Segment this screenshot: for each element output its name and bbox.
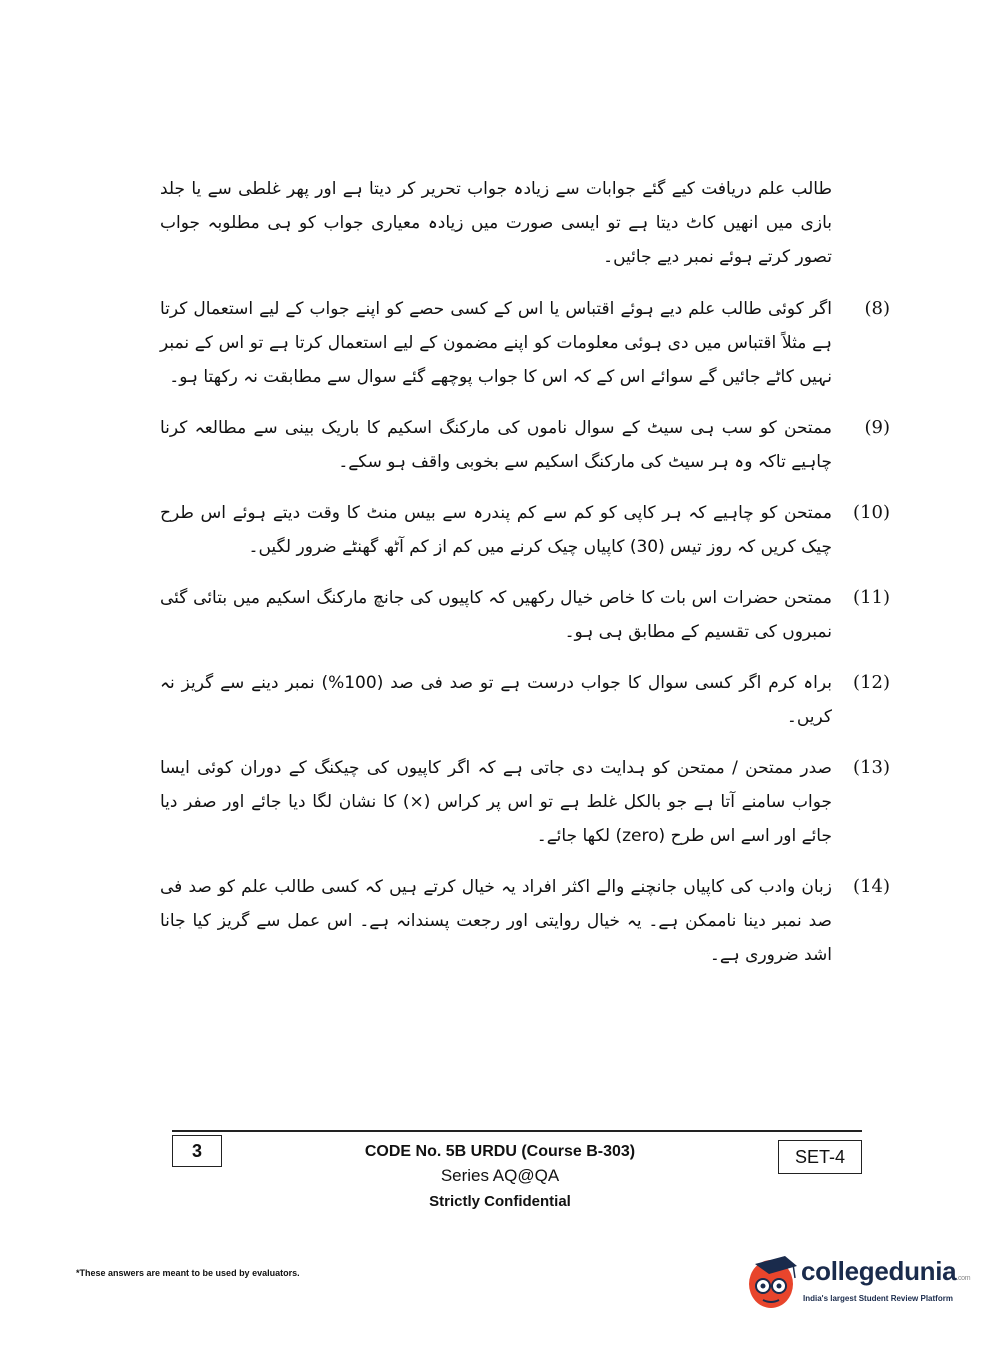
evaluator-disclaimer: *These answers are meant to be used by evaluators. <box>76 1268 300 1278</box>
instruction-item-10 <box>160 496 890 564</box>
code-title: CODE No. 5B URDU (Course B-303) <box>364 1143 636 1160</box>
document-body <box>160 172 890 989</box>
item-number: (9) <box>864 417 890 438</box>
confidential-label: Strictly Confidential <box>429 1193 571 1210</box>
item-text: ممتحن حضرات اس بات کا خاص خیال رکھیں کہ کاپیوں کی جانچ مارکنگ اسکیم میں بتائی گئی نمبروں کی تقسیم کے مطابق ہی ہو۔ <box>160 588 832 642</box>
page-number-box: 3 <box>172 1135 222 1167</box>
collegedunia-logo[interactable] <box>745 1250 975 1320</box>
logo-wordmark: collegedunia <box>801 1256 957 1286</box>
item-number: (13) <box>853 757 890 778</box>
item-number: (12) <box>853 672 890 693</box>
item-text: ممتحن کو چاہیے کہ ہر کاپی کو کم سے کم پندرہ سے بیس منٹ کا وقت دیتے ہوئے اس طرح چیک کریں کہ روز تیس (30) کاپیاں چیک کرنے میں کم از کم آٹھ گھنٹے ضرور لگیں۔ <box>160 503 832 557</box>
item-number: (8) <box>864 298 890 319</box>
intro-paragraph: طالب علم دریافت کیے گئے جوابات سے زیادہ جواب تحریر کر دیتا ہے اور پھر غلطی سے یا جلد بازی میں انھیں کاٹ دیتا ہے تو ایسی صورت میں زیادہ معیاری جواب کو ہی مطلوبہ جواب تصور کرتے ہوئے نمبر دیے جائیں۔ <box>160 179 832 267</box>
item-text: ممتحن کو سب ہی سیٹ کے سوال ناموں کی مارکنگ اسکیم کا باریک بینی سے مطالعہ کرنا چاہیے تاکہ وہ ہر سیٹ کی مارکنگ اسکیم سے بخوبی واقف ہو سکے۔ <box>160 418 832 472</box>
footer-divider <box>172 1130 862 1132</box>
item-number: (14) <box>853 876 890 897</box>
instruction-item-14 <box>160 870 890 972</box>
item-text: زبان وادب کی کاپیاں جانچنے والے اکثر افراد یہ خیال کرتے ہیں کہ کسی طالب علم کو صد فی صد نمبر دینا ناممکن ہے۔ یہ خیال روایتی اور رجعت پسندانہ ہے۔ اس عمل سے گریز کیا جانا اشد ضروری ہے۔ <box>160 877 832 965</box>
mascot-icon <box>745 1250 801 1312</box>
set-label-box: SET-4 <box>778 1140 862 1174</box>
logo-suffix: .com <box>956 1275 971 1282</box>
item-number: (11) <box>853 587 890 608</box>
logo-tagline: India's largest Student Review Platform <box>803 1294 953 1303</box>
instruction-item-11 <box>160 581 890 649</box>
item-number: (10) <box>853 502 890 523</box>
instruction-item-9 <box>160 411 890 479</box>
item-text: براہ کرم اگر کسی سوال کا جواب درست ہے تو صد فی صد (100%) نمبر دینے سے گریز نہ کریں۔ <box>160 673 832 727</box>
series-label: Series AQ@QA <box>440 1166 560 1185</box>
instruction-item-12 <box>160 666 890 734</box>
instruction-item-8 <box>160 292 890 394</box>
item-text: اگر کوئی طالب علم دیے ہوئے اقتباس یا اس کے کسی حصے کو اپنے جواب کے لیے استعمال کرتا ہے مثلاً اقتباس میں دی ہوئی معلومات کو اپنے مضمون کے لیے استعمال کرتا ہے تو اس کے نمبر نہیں کاٹے جائیں گے سوائے اس کے کہ اس کا جواب پوچھے گئے سوال سے مطابقت نہ رکھتا ہو۔ <box>160 299 832 387</box>
item-text: صدر ممتحن / ممتحن کو ہدایت دی جاتی ہے کہ اگر کاپیوں کی چیکنگ کے دوران کوئی ایسا جواب سامنے آتا ہے جو بالکل غلط ہے تو اس پر کراس (×) کا نشان لگا دیا جائے اور صفر دیا جائے اور اسے اس طرح (zero) لکھا جائے۔ <box>160 758 832 846</box>
instruction-item-13 <box>160 751 890 853</box>
